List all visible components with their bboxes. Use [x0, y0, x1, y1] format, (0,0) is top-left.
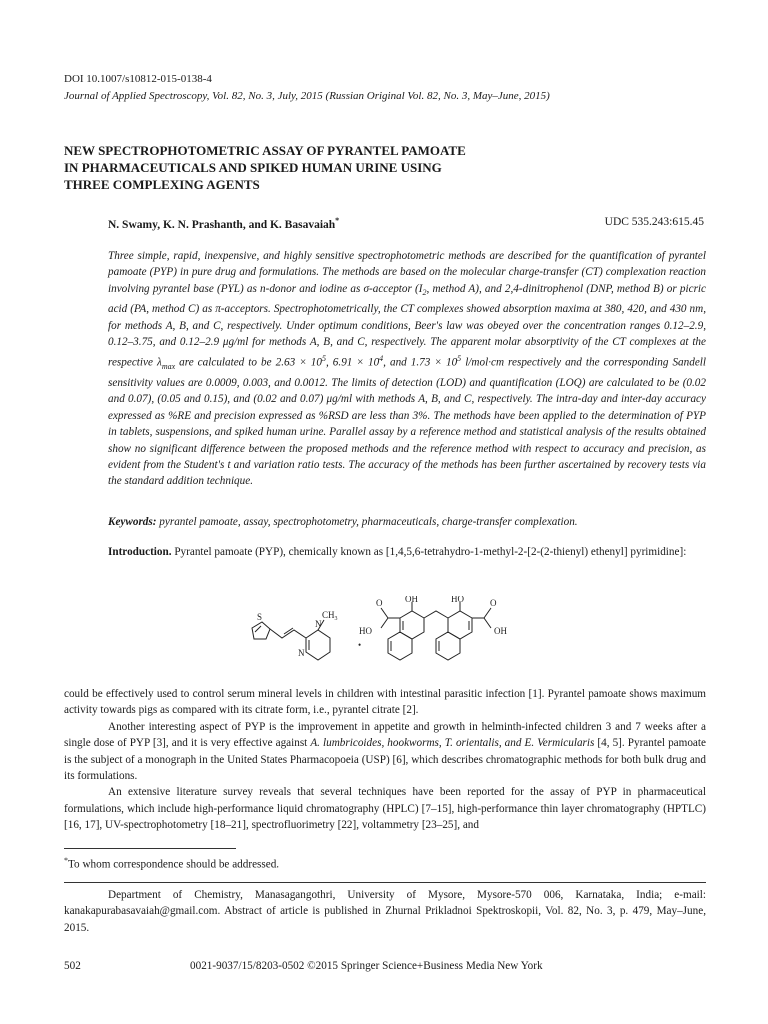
title-line-3: THREE COMPLEXING AGENTS [64, 177, 260, 192]
nitrogen-label-bottom: N [298, 648, 305, 658]
naphthalene-right-upper [448, 611, 472, 639]
body-paragraph-3: An extensive literature survey reveals that several techniques have been reported for the assay of PYP in pharmaceutical formulations, which include high-performance liquid chromatography (HPLC) [7–15], high-performance thin layer chromatography (HPTLC) [16, 17], UV-spectrophotometry [18–21], spectrofluorimetry [22], voltammetry [23–25], and [64, 786, 706, 832]
vinyl-chain [270, 629, 306, 638]
carbonyl-o-left: O [376, 598, 383, 608]
introduction-label: Introduction. [108, 546, 172, 558]
abstract-sub-2: max [161, 361, 176, 371]
copyright-line: 0021-9037/15/8203-0502 ©2015 Springer Science+Business Media New York [190, 960, 543, 972]
affiliation-divider [64, 882, 706, 883]
pyrimidine-ring [306, 630, 330, 660]
journal-citation: Journal of Applied Spectroscopy, Vol. 82, No. 3, July, 2015 (Russian Original Vol. 82, No. 3, May–June, 2015) [64, 90, 550, 102]
title-line-2: IN PHARMACEUTICALS AND SPIKED HUMAN URINE USING [64, 160, 442, 175]
abstract-text-3: are calculated to be 2.63 × 10 [175, 356, 322, 369]
footnote-divider [64, 848, 236, 849]
abstract-sup-3: 5 [457, 353, 462, 363]
corresponding-mark: * [335, 216, 340, 225]
introduction-paragraph [64, 544, 706, 560]
abstract-text-5: , and 1.73 × 10 [383, 356, 458, 369]
footnote-text: To whom correspondence should be addressed. [68, 858, 280, 871]
naphthalene-left-upper [400, 611, 424, 639]
affiliation: Department of Chemistry, Manasagangothri, University of Mysore, Mysore-570 006, Karnataka, India; e-mail: kanakapurabasavaiah@gmail.com. Abstract of article is published in Zhurnal Prikladnoi Spektroskopii, Vol. 82, No. 3, p. 479, May–June, 2015. [64, 889, 706, 934]
thiophene-ring [252, 622, 270, 639]
keywords-label: Keywords: [108, 516, 157, 528]
nitrogen-label-top: N [315, 619, 322, 629]
abstract-sup-1: 5 [321, 353, 326, 363]
naphthalene-right-lower [436, 632, 460, 660]
organism-names: A. lumbricoides, hookworms, T. orientalis, and E. Vermicularis [310, 737, 595, 750]
hydroxyl-left: OH [405, 596, 418, 604]
body-p2-text-b: [4, 5]. Pyrantel pamoate is the subject of a monograph in the United States Pharmacopoeia (USP) [6], which describes chromatographic methods for both bulk drug and its formulations. [64, 737, 706, 783]
methylene-bridge [424, 611, 448, 618]
udc-code: UDC 535.243:615.45 [604, 216, 704, 228]
article-title [64, 142, 684, 193]
footnote-mark: * [64, 856, 68, 865]
keywords-text: pyrantel pamoate, assay, spectrophotometry, pharmaceuticals, charge-transfer complexation. [156, 516, 578, 528]
authors [108, 216, 339, 231]
footnote [64, 856, 279, 871]
body-paragraph-1: could be effectively used to control serum mineral levels in children with intestinal parasitic infection [1]. Pyrantel pamoate shows maximum activity towards pigs as compared with its citrate form, i.e., pyrantel citrate [2]. [64, 688, 706, 717]
salt-bullet: • [358, 640, 362, 650]
body-p2-text-a: Another interesting aspect of PYP is the improvement in appetite and growth in helminth-infected children 3 and 7 weeks after a single dose of PYP [3], and it is very effective against [64, 720, 706, 750]
doi-line: DOI 10.1007/s10812-015-0138-4 [64, 73, 212, 85]
abstract-sub-1: 2 [422, 288, 427, 298]
naphthalene-left-lower [388, 632, 412, 660]
title-line-1: NEW SPECTROPHOTOMETRIC ASSAY OF PYRANTEL PAMOATE [64, 143, 466, 158]
carbonyl-o-right: O [490, 598, 497, 608]
body-text [64, 686, 706, 834]
keywords [108, 516, 706, 528]
abstract-text-1: Three simple, rapid, inexpensive, and highly sensitive spectrophotometric methods are described for the quantification of pyrantel pamoate (PYP) in pure drug and formulations. The methods are based on the molecular charge-transfer (CT) complexation reaction involving pyrantel base (PYL) as n-donor and iodine as σ-acceptor (I [108, 250, 706, 295]
abstract-sup-2: 4 [379, 353, 384, 363]
abstract-text-4: , 6.91 × 10 [325, 356, 380, 369]
carboxyl-ho-left: HO [359, 626, 372, 636]
abstract [108, 248, 706, 490]
pyrantel-pamoate-structure [240, 596, 530, 680]
sulfur-label: S [257, 612, 263, 622]
carboxyl-oh-right: OH [494, 626, 507, 636]
author-names: N. Swamy, K. N. Prashanth, and K. Basavaiah [108, 218, 336, 231]
page-number: 502 [64, 960, 81, 972]
hydroxyl-right: HO [451, 596, 464, 604]
introduction-text: Pyrantel pamoate (PYP), chemically known as [1,4,5,6-tetrahydro-1-methyl-2-[2-(2-thienyl) ethenyl] pyrimidine]: [171, 546, 687, 558]
body-paragraph-2 [64, 719, 706, 785]
ch3-label: $CH_3$ [322, 610, 338, 622]
abstract-text-6: l/mol·cm respectively and the corresponding Sandell sensitivity values are 0.0009, 0.003, and 0.0012. The limits of detection (LOD) and quantification (LOQ) are calculated to be (0.02 and 0.07), (0.05 and 0.15), and (0.02 and 0.07) μg/ml with methods A, B, and C, respectively. The intra-day and inter-day accuracy expressed as %RE and precision expressed as %RSD are less than 3%. The methods have been applied to the determination of PYP in tablets, suspensions, and spiked human urine. Parallel assay by a reference method and statistical analysis of the results obtained show no significant difference between the proposed methods and the reference method with respect to accuracy and precision, as evident from the Student's t and variation ratio tests. The accuracy of the methods has been further ascertained by recovery tests via the standard addition technique. [108, 356, 707, 488]
abstract-text-2: , method A), and 2,4-dinitrophenol (DNP, method B) or picric acid (PA, method C) as π-acceptors. Spectrophotometrically, the CT complexes showed absorption maxima at 380, 420, and 430 nm, for methods A, B, and C, respectively. Under optimum conditions, Beer's law was obeyed over the concentration ranges 0.12–2.9, 0.12–3.75, and 0.12–2.9 μg/ml for methods A, B, and C, respectively. The apparent molar absorptivity of the CT complexes at the respective λ [108, 282, 707, 369]
